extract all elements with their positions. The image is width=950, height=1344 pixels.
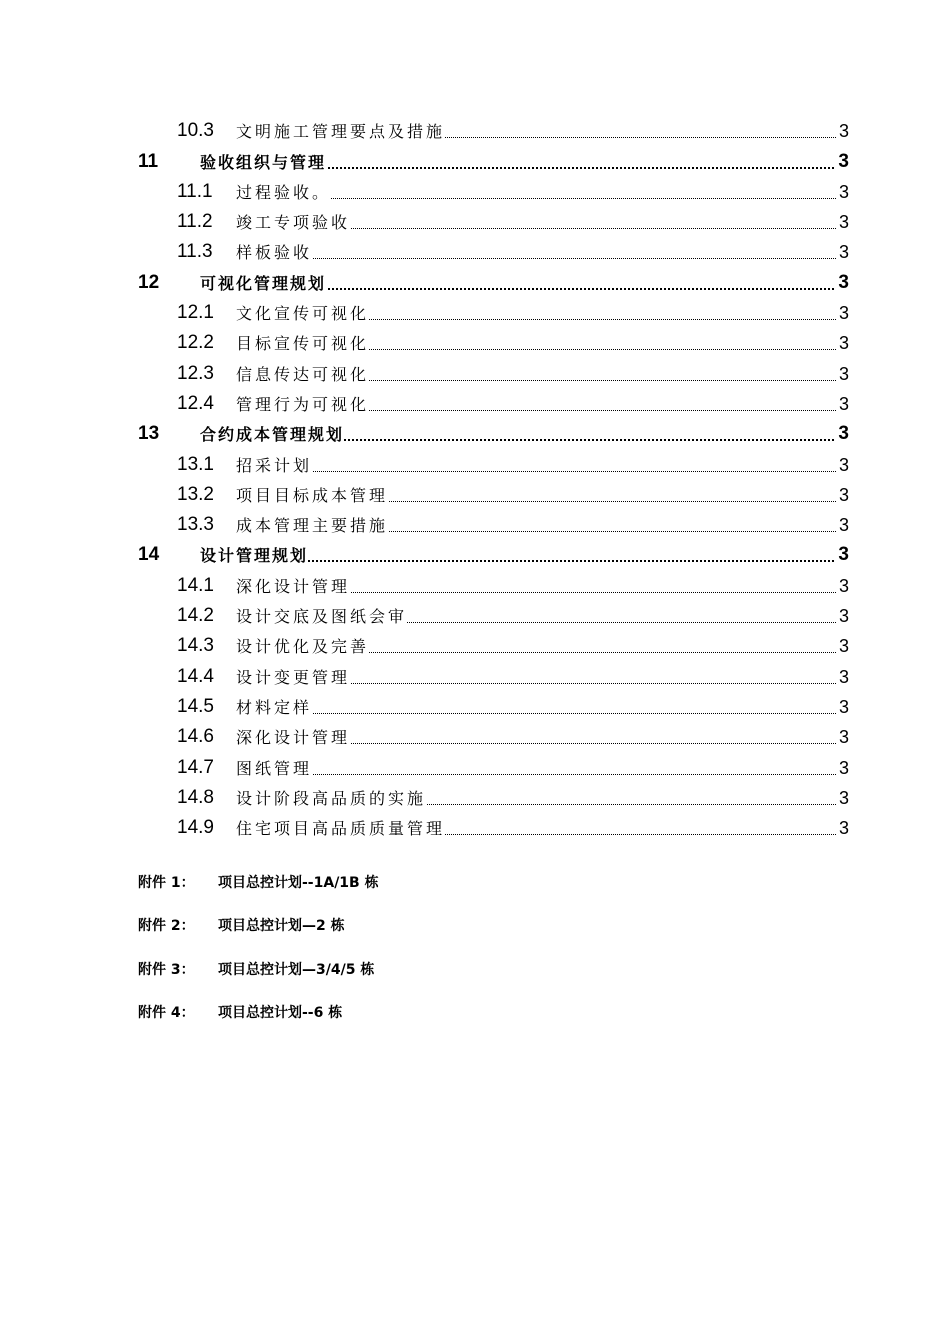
toc-section-entry[interactable] xyxy=(0,296,950,326)
toc-entry-title: 设计优化及完善 xyxy=(236,637,370,657)
toc-entry-number: 14 xyxy=(138,544,160,566)
toc-entry-number: 14.2 xyxy=(177,605,214,627)
toc-entry-number: 14.3 xyxy=(177,635,214,657)
toc-entry-number: 14.7 xyxy=(177,756,214,778)
toc-entry-page-number: 3 xyxy=(838,393,849,414)
toc-section-entry[interactable] xyxy=(0,326,950,356)
toc-entry-number: 11 xyxy=(138,150,159,172)
attachment-item xyxy=(0,955,950,998)
toc-section-entry[interactable] xyxy=(0,659,950,689)
toc-section-entry[interactable] xyxy=(0,387,950,417)
toc-section-entry[interactable] xyxy=(0,478,950,508)
toc-section-entry[interactable] xyxy=(0,781,950,811)
toc-section-entry[interactable] xyxy=(0,629,950,659)
toc-entry-number: 13.3 xyxy=(177,514,214,536)
toc-chapter-entry[interactable] xyxy=(0,144,950,174)
toc-entry-number: 14.5 xyxy=(177,695,214,717)
toc-entry-page-number: 3 xyxy=(838,666,849,687)
toc-entry-title: 材料定样 xyxy=(236,697,313,717)
toc-section-entry[interactable] xyxy=(0,175,950,205)
toc-section-entry[interactable] xyxy=(0,811,950,841)
toc-entry-page-number: 3 xyxy=(838,363,849,384)
toc-entry-title: 招采计划 xyxy=(236,455,313,475)
toc-entry-title: 目标宣传可视化 xyxy=(236,334,370,354)
toc-entry-number: 11.3 xyxy=(177,241,213,263)
toc-entry-page-number: 3 xyxy=(838,757,849,778)
toc-chapter-entry[interactable] xyxy=(0,417,950,447)
toc-chapter-entry[interactable] xyxy=(0,265,950,295)
toc-entry-title: 住宅项目高品质质量管理 xyxy=(236,819,446,839)
toc-entry-page-number: 3 xyxy=(838,636,849,657)
toc-entry-number: 10.3 xyxy=(177,120,214,142)
toc-entry-number: 14.8 xyxy=(177,786,214,808)
toc-entry-page-number: 3 xyxy=(838,423,849,445)
toc-entry-number: 14.6 xyxy=(177,726,214,748)
toc-entry-number: 11.1 xyxy=(177,180,213,202)
toc-entry-title: 样板验收 xyxy=(236,243,313,263)
toc-entry-title: 合约成本管理规划 xyxy=(200,425,345,445)
attachment-title: 项目总控计划—3/4/5 栋 xyxy=(218,961,375,978)
attachment-item xyxy=(0,998,950,1041)
toc-entry-number: 12.3 xyxy=(177,362,214,384)
toc-section-entry[interactable] xyxy=(0,599,950,629)
toc-entry-page-number: 3 xyxy=(838,303,849,324)
toc-entry-page-number: 3 xyxy=(838,150,849,172)
toc-entry-title: 文化宣传可视化 xyxy=(236,304,370,324)
toc-entry-number: 14.1 xyxy=(177,574,214,596)
toc-entry-number: 12 xyxy=(138,271,160,293)
toc-dot-leader xyxy=(236,258,846,259)
toc-entry-number: 14.4 xyxy=(177,665,214,687)
toc-entry-number: 12.1 xyxy=(177,302,214,324)
toc-entry-page-number: 3 xyxy=(838,271,849,293)
toc-entry-title: 成本管理主要措施 xyxy=(236,516,389,536)
toc-entry-title: 设计管理规划 xyxy=(200,546,309,566)
attachment-title: 项目总控计划—2 栋 xyxy=(218,918,345,935)
toc-section-entry[interactable] xyxy=(0,690,950,720)
toc-entry-page-number: 3 xyxy=(838,121,849,142)
toc-entry-page-number: 3 xyxy=(838,606,849,627)
toc-section-entry[interactable] xyxy=(0,568,950,598)
toc-section-entry[interactable] xyxy=(0,508,950,538)
attachment-label: 附件 2： xyxy=(138,918,195,935)
toc-entry-title: 设计变更管理 xyxy=(236,667,351,687)
toc-entry-page-number: 3 xyxy=(838,818,849,839)
toc-chapter-entry[interactable] xyxy=(0,538,950,568)
toc-entry-page-number: 3 xyxy=(838,242,849,263)
toc-entry-title: 图纸管理 xyxy=(236,758,313,778)
toc-entry-number: 13.1 xyxy=(177,453,214,475)
toc-entry-title: 可视化管理规划 xyxy=(200,273,327,293)
toc-entry-title: 竣工专项验收 xyxy=(236,213,351,233)
toc-entry-page-number: 3 xyxy=(838,484,849,505)
toc-entry-number: 13.2 xyxy=(177,483,214,505)
toc-entry-title: 管理行为可视化 xyxy=(236,394,370,414)
toc-entry-title: 文明施工管理要点及措施 xyxy=(236,122,446,142)
toc-entry-number: 12.2 xyxy=(177,332,214,354)
toc-entry-number: 13 xyxy=(138,423,160,445)
toc-entry-page-number: 3 xyxy=(838,181,849,202)
toc-entry-title: 信息传达可视化 xyxy=(236,364,370,384)
toc-entry-page-number: 3 xyxy=(838,333,849,354)
toc-section-entry[interactable] xyxy=(0,356,950,386)
attachment-label: 附件 1： xyxy=(138,875,195,891)
toc-dot-leader xyxy=(236,471,846,472)
toc-entry-title: 验收组织与管理 xyxy=(200,152,327,172)
attachment-label: 附件 4： xyxy=(138,1004,195,1021)
toc-section-entry[interactable] xyxy=(0,114,950,144)
attachment-title: 项目总控计划--1A/1B 栋 xyxy=(218,875,379,891)
toc-entry-number: 14.9 xyxy=(177,817,214,839)
attachment-item xyxy=(0,911,950,954)
toc-entry-number: 11.2 xyxy=(177,211,213,233)
toc-entry-page-number: 3 xyxy=(838,727,849,748)
toc-section-entry[interactable] xyxy=(0,235,950,265)
toc-entry-page-number: 3 xyxy=(838,575,849,596)
toc-entry-page-number: 3 xyxy=(838,787,849,808)
toc-entry-page-number: 3 xyxy=(838,454,849,475)
attachment-list xyxy=(0,868,950,1041)
toc-entry-title: 项目目标成本管理 xyxy=(236,485,389,505)
table-of-contents xyxy=(0,114,950,841)
toc-entry-number: 12.4 xyxy=(177,392,214,414)
toc-entry-page-number: 3 xyxy=(838,515,849,536)
toc-entry-page-number: 3 xyxy=(838,544,849,566)
toc-entry-title: 设计交底及图纸会审 xyxy=(236,607,408,627)
attachment-item xyxy=(0,868,950,911)
toc-entry-title: 设计阶段高品质的实施 xyxy=(236,788,427,808)
toc-section-entry[interactable] xyxy=(0,447,950,477)
toc-entry-title: 深化设计管理 xyxy=(236,728,351,748)
toc-section-entry[interactable] xyxy=(0,205,950,235)
toc-entry-title: 深化设计管理 xyxy=(236,576,351,596)
toc-dot-leader xyxy=(236,774,846,775)
toc-dot-leader xyxy=(236,713,846,714)
toc-entry-page-number: 3 xyxy=(838,696,849,717)
attachment-label: 附件 3： xyxy=(138,961,195,978)
toc-section-entry[interactable] xyxy=(0,720,950,750)
toc-entry-page-number: 3 xyxy=(838,212,849,233)
toc-entry-title: 过程验收。 xyxy=(236,182,332,202)
attachment-title: 项目总控计划--6 栋 xyxy=(218,1004,343,1021)
toc-section-entry[interactable] xyxy=(0,750,950,780)
